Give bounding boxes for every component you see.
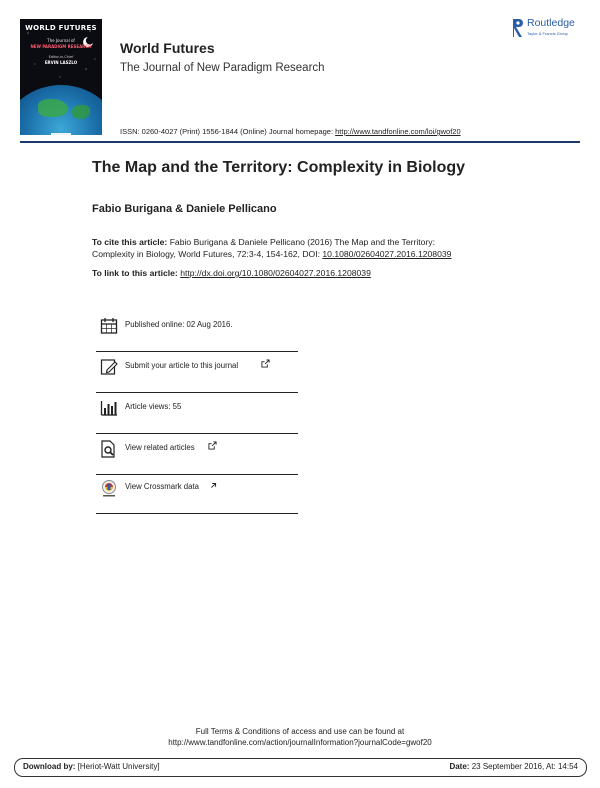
journal-homepage-link[interactable]: http://www.tandfonline.com/loi/gwof20	[335, 127, 461, 136]
cite-text-1: Fabio Burigana & Daniele Pellicano (2016) The Map and the Territory:	[169, 237, 435, 247]
downloaded-by	[23, 762, 160, 771]
journal-title: World Futures	[120, 40, 215, 56]
cite-text-2: Complexity in Biology, World Futures, 72:3-4, 154-162, DOI:	[92, 249, 323, 259]
journal-cover-image	[20, 19, 102, 135]
download-date-value: 23 September 2016, At: 14:54	[469, 762, 578, 771]
article-url-link[interactable]: http://dx.doi.org/10.1080/02604027.2016.1208039	[180, 268, 371, 278]
external-link-icon	[208, 441, 217, 450]
bar-chart-icon	[100, 399, 118, 417]
downloaded-by-label: Download by:	[23, 762, 76, 771]
downloaded-by-value: [Heriot-Watt University]	[75, 762, 160, 771]
download-info-bar	[14, 758, 587, 777]
published-online-text: Published online: 02 Aug 2016.	[125, 320, 233, 329]
globe-land	[38, 99, 68, 117]
cover-publisher-logo	[51, 133, 71, 135]
external-link-icon	[261, 359, 270, 368]
routledge-logo[interactable]	[511, 17, 589, 39]
crossmark-row[interactable]	[96, 473, 298, 514]
cover-line3: Editor-in-Chief	[48, 55, 74, 59]
header-divider	[20, 141, 580, 143]
crossmark-icon	[100, 479, 118, 497]
cite-line-2	[92, 249, 451, 259]
journal-subtitle: The Journal of New Paradigm Research	[120, 62, 325, 74]
calendar-icon	[100, 317, 118, 335]
submit-article-link[interactable]: Submit your article to this journal	[125, 361, 239, 370]
arrow-icon	[210, 482, 217, 489]
terms-url-link[interactable]: http://www.tandfonline.com/action/journalInformation?journalCode=gwof20	[168, 738, 432, 747]
related-articles-row[interactable]	[96, 434, 298, 475]
doi-link[interactable]: 10.1080/02604027.2016.1208039	[322, 249, 452, 259]
link-line	[92, 268, 371, 278]
cover-title: WORLD FUTURES	[25, 24, 97, 32]
terms-text: Full Terms & Conditions of access and use can be found at	[195, 727, 405, 736]
edit-document-icon	[100, 358, 118, 376]
cite-label: To cite this article:	[92, 237, 168, 247]
related-articles-link[interactable]: View related articles	[125, 443, 195, 452]
cover-line2: NEW PARADIGM RESEARCH	[30, 44, 92, 49]
article-views-text: Article views: 55	[125, 402, 182, 411]
search-document-icon	[100, 440, 118, 458]
article-views-row	[96, 393, 298, 434]
cover-line1: The Journal of	[47, 38, 75, 43]
publisher-tagline: Taylor & Francis Group	[527, 31, 568, 36]
download-date-label: Date:	[449, 762, 470, 771]
article-title: The Map and the Territory: Complexity in Biology	[92, 159, 466, 176]
issn-line	[120, 127, 461, 136]
crossmark-link[interactable]: View Crossmark data	[125, 482, 199, 491]
submit-article-row[interactable]	[96, 352, 298, 393]
download-date	[449, 762, 578, 771]
link-label: To link to this article:	[92, 268, 181, 278]
published-online-row	[96, 311, 298, 352]
article-authors: Fabio Burigana & Daniele Pellicano	[92, 203, 277, 215]
cover-line4: ERVIN LASZLO	[44, 60, 78, 65]
cite-line-1	[92, 237, 435, 247]
routledge-r-icon	[511, 17, 525, 39]
issn-text: ISSN: 0260-4027 (Print) 1556-1844 (Online) Journal homepage:	[120, 127, 336, 136]
publisher-name: Routledge	[527, 17, 575, 29]
